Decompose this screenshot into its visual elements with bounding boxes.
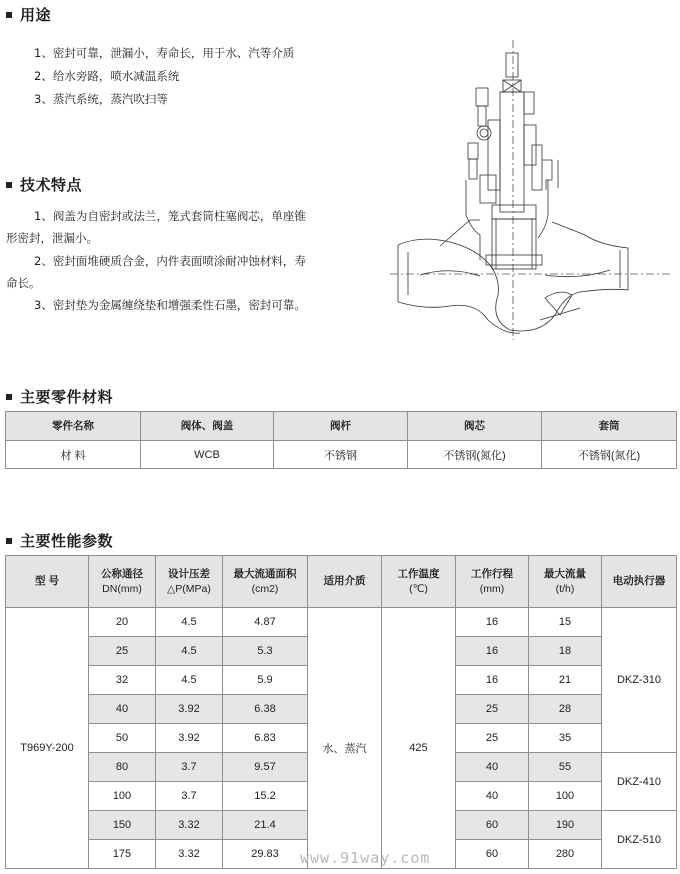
header-cell xyxy=(456,556,529,608)
usage-item: 1、密封可靠，泄漏小，寿命长，用于水、汽等介质 xyxy=(34,46,295,60)
dn-cell: 175 xyxy=(89,840,156,869)
flow-cell: 35 xyxy=(529,724,602,753)
dn-cell: 20 xyxy=(89,608,156,637)
header-cell xyxy=(223,556,308,608)
header-label: 工作行程 xyxy=(471,567,513,580)
stroke-cell: 16 xyxy=(456,637,529,666)
stroke-cell: 16 xyxy=(456,666,529,695)
header-cell xyxy=(89,556,156,608)
features-title: 技术特点 xyxy=(20,176,83,194)
area-cell: 4.87 xyxy=(223,608,308,637)
header-label: 型 号 xyxy=(35,575,59,587)
flow-cell: 15 xyxy=(529,608,602,637)
header-unit: (cm2) xyxy=(251,582,279,595)
valve-cross-section-drawing xyxy=(380,30,680,350)
usage-title: 用途 xyxy=(20,6,52,24)
header-cell xyxy=(156,556,223,608)
square-bullet-icon xyxy=(6,12,12,18)
header-cell xyxy=(602,556,677,608)
header-unit: (t/h) xyxy=(555,582,575,595)
flow-cell: 55 xyxy=(529,753,602,782)
actuator-cell: DKZ-410 xyxy=(602,753,677,811)
medium-cell: 水、蒸汽 xyxy=(308,608,382,869)
stroke-cell: 40 xyxy=(456,753,529,782)
table-row xyxy=(6,608,677,637)
header-label: 设计压差 xyxy=(168,567,210,580)
stroke-cell: 60 xyxy=(456,811,529,840)
feature-line: 命长。 xyxy=(6,276,41,290)
pressure-cell: 3.32 xyxy=(156,811,223,840)
performance-heading xyxy=(6,530,113,551)
square-bullet-icon xyxy=(6,538,12,544)
header-cell xyxy=(529,556,602,608)
pressure-cell: 3.7 xyxy=(156,753,223,782)
header-label: 适用介质 xyxy=(323,575,366,587)
dn-cell: 25 xyxy=(89,637,156,666)
actuator-cell: DKZ-510 xyxy=(602,811,677,869)
usage-item: 2、给水旁路，喷水减温系统 xyxy=(34,69,180,83)
header-unit: (mm) xyxy=(479,582,505,595)
dn-cell: 100 xyxy=(89,782,156,811)
square-bullet-icon xyxy=(6,182,12,188)
feature-line: 形密封，泄漏小。 xyxy=(6,231,98,245)
area-cell: 5.3 xyxy=(223,637,308,666)
header-cell xyxy=(382,556,456,608)
pressure-cell: 4.5 xyxy=(156,637,223,666)
pressure-cell: 3.92 xyxy=(156,695,223,724)
dn-cell: 32 xyxy=(89,666,156,695)
feature-line: 1、阀盖为自密封或法兰，笼式套筒柱塞阀芯，单座锥 xyxy=(34,209,306,223)
area-cell: 6.38 xyxy=(223,695,308,724)
area-cell: 9.57 xyxy=(223,753,308,782)
header-cell xyxy=(6,556,89,608)
performance-title: 主要性能参数 xyxy=(20,532,114,550)
materials-title: 主要零件材料 xyxy=(20,388,114,406)
dn-cell: 50 xyxy=(89,724,156,753)
header-label: 最大流通面积 xyxy=(233,567,297,580)
header-cell: 套筒 xyxy=(542,412,677,441)
pressure-cell: 3.7 xyxy=(156,782,223,811)
header-label: 公称通径 xyxy=(101,567,143,580)
pressure-cell: 4.5 xyxy=(156,608,223,637)
header-unit: DN(mm) xyxy=(102,582,142,595)
flow-cell: 28 xyxy=(529,695,602,724)
materials-heading xyxy=(6,386,113,407)
feature-line: 2、密封面堆硬质合金，内件表面喷涂耐冲蚀材料，寿 xyxy=(34,254,306,268)
header-cell xyxy=(308,556,382,608)
stroke-cell: 16 xyxy=(456,608,529,637)
table-cell: 不锈钢 xyxy=(274,441,408,469)
table-cell: 不锈钢(氮化) xyxy=(542,441,677,469)
usage-heading xyxy=(6,4,51,25)
flow-cell: 100 xyxy=(529,782,602,811)
flow-cell: 190 xyxy=(529,811,602,840)
performance-table xyxy=(5,555,677,869)
dn-cell: 40 xyxy=(89,695,156,724)
area-cell: 29.83 xyxy=(223,840,308,869)
feature-line: 3、密封垫为金属缠绕垫和增强柔性石墨，密封可靠。 xyxy=(34,298,306,312)
header-label: 电动执行器 xyxy=(612,575,666,587)
header-cell: 阀体、阀盖 xyxy=(141,412,274,441)
table-row xyxy=(6,441,677,469)
area-cell: 21.4 xyxy=(223,811,308,840)
area-cell: 6.83 xyxy=(223,724,308,753)
features-heading xyxy=(6,174,82,195)
table-header-row xyxy=(6,556,677,608)
table-cell: 材 料 xyxy=(6,441,141,469)
temperature-cell: 425 xyxy=(382,608,456,869)
table-header-row xyxy=(6,412,677,441)
pressure-cell: 3.92 xyxy=(156,724,223,753)
header-label: 最大流量 xyxy=(544,567,586,580)
flow-cell: 18 xyxy=(529,637,602,666)
stroke-cell: 60 xyxy=(456,840,529,869)
usage-item: 3、蒸汽系统，蒸汽吹扫等 xyxy=(34,92,168,106)
area-cell: 15.2 xyxy=(223,782,308,811)
stroke-cell: 25 xyxy=(456,695,529,724)
header-unit: △P(MPa) xyxy=(167,582,211,595)
pressure-cell: 4.5 xyxy=(156,666,223,695)
header-unit: (℃) xyxy=(409,582,428,595)
flow-cell: 280 xyxy=(529,840,602,869)
watermark: www.91way.com xyxy=(300,849,431,867)
square-bullet-icon xyxy=(6,394,12,400)
pressure-cell: 3.32 xyxy=(156,840,223,869)
stroke-cell: 25 xyxy=(456,724,529,753)
table-cell: 不锈钢(氮化) xyxy=(408,441,542,469)
stroke-cell: 40 xyxy=(456,782,529,811)
area-cell: 5.9 xyxy=(223,666,308,695)
materials-table xyxy=(5,411,677,469)
model-cell: T969Y-200 xyxy=(6,608,89,869)
dn-cell: 150 xyxy=(89,811,156,840)
header-cell: 零件名称 xyxy=(6,412,141,441)
actuator-cell: DKZ-310 xyxy=(602,608,677,753)
header-label: 工作温度 xyxy=(397,567,440,580)
header-cell: 阀杆 xyxy=(274,412,408,441)
flow-cell: 21 xyxy=(529,666,602,695)
header-cell: 阀芯 xyxy=(408,412,542,441)
table-cell: WCB xyxy=(141,441,274,469)
dn-cell: 80 xyxy=(89,753,156,782)
